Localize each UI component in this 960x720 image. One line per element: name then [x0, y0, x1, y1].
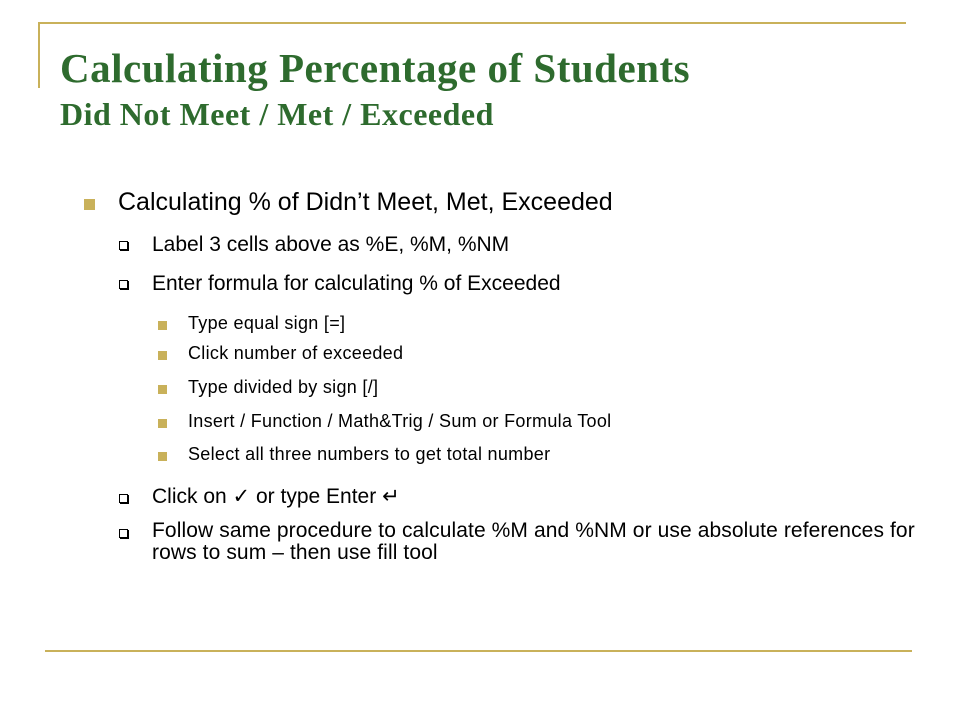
step-text: Click number of exceeded — [188, 343, 404, 363]
click-on-middle: or type Enter — [256, 485, 377, 508]
click-on-prefix: Click on — [152, 485, 227, 508]
heading-bullet-text: Calculating % of Didn’t Meet, Met, Exceeded — [118, 188, 613, 216]
level3-bullet-icon — [158, 419, 167, 428]
checkmark-icon: ✓ — [232, 484, 251, 508]
follow-procedure-text: Follow same procedure to calculate %M and %NM or use absolute references for rows to sum – then use fill tool — [152, 519, 915, 564]
level1-bullet-icon — [84, 199, 95, 210]
level3-bullet-icon — [158, 321, 167, 330]
enter-key-icon: ↵ — [382, 484, 400, 508]
enter-formula-text: Enter formula for calculating % of Exceeded — [152, 272, 561, 295]
title-line-2: Did Not Meet / Met / Exceeded — [60, 96, 494, 132]
level2-bullet-icon — [119, 494, 128, 503]
step-text: Type divided by sign [/] — [188, 377, 379, 397]
level3-bullet-icon — [158, 351, 167, 360]
level2-bullet-icon — [119, 529, 128, 538]
label-cells-text: Label 3 cells above as %E, %M, %NM — [152, 233, 510, 256]
level2-bullet-icon — [119, 241, 128, 250]
step-text: Type equal sign [=] — [188, 313, 346, 333]
level2-bullet-icon — [119, 280, 128, 289]
title-line-1: Calculating Percentage of Students — [60, 45, 691, 91]
step-text: Insert / Function / Math&Trig / Sum or Formula Tool — [188, 411, 612, 431]
level3-bullet-icon — [158, 452, 167, 461]
step-text: Select all three numbers to get total number — [188, 444, 551, 464]
level3-bullet-icon — [158, 385, 167, 394]
click-on-text — [152, 484, 400, 509]
